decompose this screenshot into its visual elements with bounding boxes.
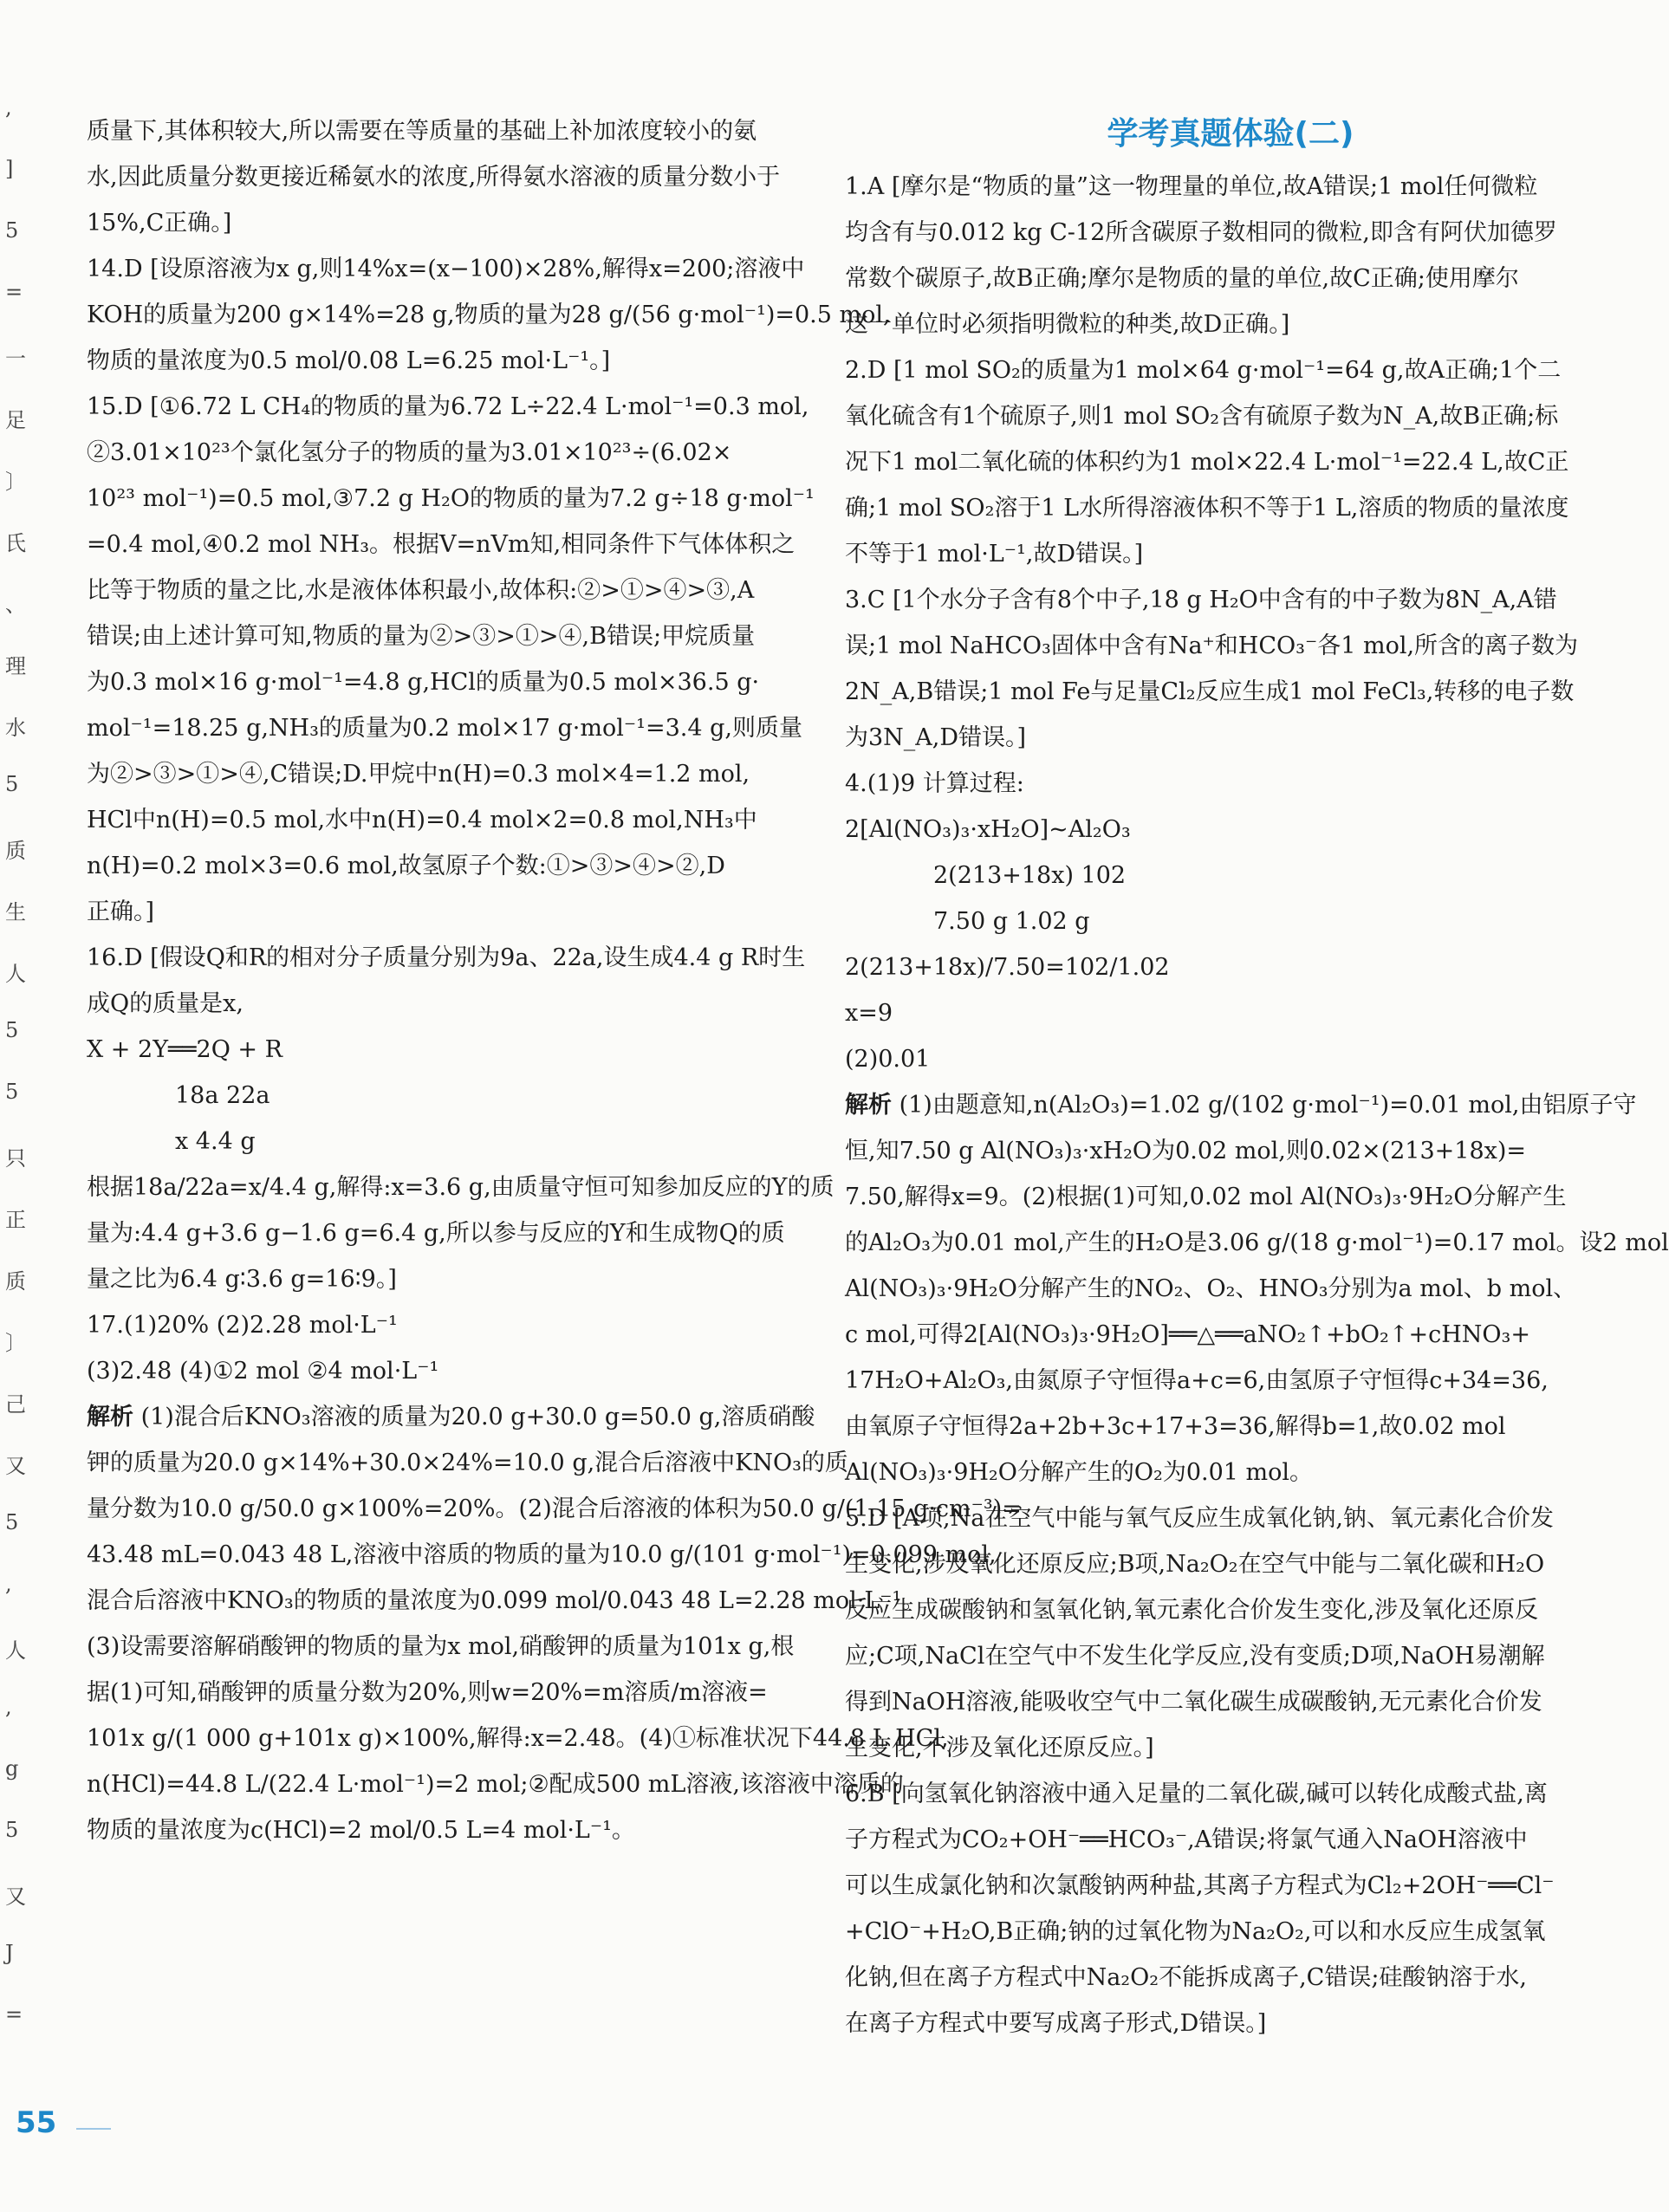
text-line: 得到NaOH溶液,能吸收空气中二氧化碳生成碳酸钠,无元素化合价发 bbox=[845, 1689, 1542, 1716]
text-line: +ClO⁻+H₂O,B正确;钠的过氧化物为Na₂O₂,可以和水反应生成氢氧 bbox=[845, 1918, 1546, 1945]
gutter-mark: 生 bbox=[5, 900, 26, 924]
gutter-mark: 人 bbox=[5, 1638, 26, 1663]
text-line: 2.D [1 mol SO₂的质量为1 mol×64 g·mol⁻¹=64 g,故A正确;1个二 bbox=[845, 357, 1562, 384]
text-line: c mol,可得2[Al(NO₃)₃·9H₂O]══△══aNO₂↑+bO₂↑+cHNO₃+ bbox=[845, 1321, 1530, 1348]
text-line: 16.D [假设Q和R的相对分子质量分别为9a、22a,设生成4.4 g R时生 bbox=[87, 944, 806, 971]
text-line: 确;1 mol SO₂溶于1 L水所得溶液体积不等于1 L,溶质的物质的量浓度 bbox=[845, 495, 1569, 522]
text-line: 化钠,但在离子方程式中Na₂O₂不能拆成离子,C错误;硅酸钠溶于水, bbox=[845, 1964, 1528, 1991]
text-line: 18a 22a bbox=[175, 1082, 270, 1109]
gutter-mark: 足 bbox=[5, 408, 26, 432]
text-line: 由氧原子守恒得2a+2b+3c+17+3=36,解得b=1,故0.02 mol bbox=[845, 1413, 1506, 1440]
text-line: 43.48 mL=0.043 48 L,溶液中溶质的物质的量为10.0 g/(101 g·mol⁻¹)=0.099 mol, bbox=[87, 1541, 997, 1568]
text-line: 为3N_A,D错误。] bbox=[845, 724, 1027, 751]
gutter-mark: 理 bbox=[5, 654, 26, 678]
text-line: 1.A [摩尔是“物质的量”这一物理量的单位,故A错误;1 mol任何微粒 bbox=[845, 173, 1538, 200]
text-line: 2[Al(NO₃)₃·xH₂O]~Al₂O₃ bbox=[845, 816, 1131, 843]
text-line: (3)2.48 (4)①2 mol ②4 mol·L⁻¹ bbox=[87, 1358, 439, 1385]
gutter-mark: 氏 bbox=[5, 531, 26, 555]
text-line: 错误;由上述计算可知,物质的量为②>③>①>④,B错误;甲烷质量 bbox=[87, 623, 756, 650]
text-line: 可以生成氯化钠和次氯酸钠两种盐,其离子方程式为Cl₂+2OH⁻══Cl⁻ bbox=[845, 1872, 1555, 1899]
text-line: 量为:4.4 g+3.6 g−1.6 g=6.4 g,所以参与反应的Y和生成物Q的质 bbox=[87, 1220, 785, 1247]
gutter-mark: 〕 bbox=[5, 470, 26, 494]
text-line: 解析 (1)由题意知,n(Al₂O₃)=1.02 g/(102 g·mol⁻¹)=0.01 mol,由铝原子守 bbox=[845, 1092, 1637, 1119]
gutter-mark: , bbox=[5, 1695, 12, 1719]
gutter-mark: 5 bbox=[5, 1018, 19, 1042]
section-title: 学考真题体验(二) bbox=[1107, 116, 1354, 152]
gutter-mark: 正 bbox=[5, 1208, 26, 1232]
text-line: x 4.4 g bbox=[175, 1128, 256, 1155]
text-line: 物质的量浓度为0.5 mol/0.08 L=6.25 mol·L⁻¹。] bbox=[87, 347, 611, 374]
gutter-mark: 人 bbox=[5, 962, 26, 986]
text-line: 14.D [设原溶液为x g,则14%x=(x−100)×28%,解得x=200;溶液中 bbox=[87, 256, 805, 282]
page-number-rule bbox=[76, 2128, 111, 2130]
gutter-mark: 只 bbox=[5, 1146, 26, 1171]
text-line: 2(213+18x)/7.50=102/1.02 bbox=[845, 954, 1170, 981]
text-line: 误;1 mol NaHCO₃固体中含有Na⁺和HCO₃⁻各1 mol,所含的离子数为 bbox=[845, 632, 1579, 659]
text-line: 7.50,解得x=9。(2)根据(1)可知,0.02 mol Al(NO₃)₃·9H₂O分解产生 bbox=[845, 1184, 1567, 1210]
text-line: mol⁻¹=18.25 g,NH₃的质量为0.2 mol×17 g·mol⁻¹=3.4 g,则质量 bbox=[87, 715, 802, 742]
page-number: 55 bbox=[16, 2105, 57, 2140]
gutter-mark: 5 bbox=[5, 772, 19, 796]
text-line: 混合后溶液中KNO₃的物质的量浓度为0.099 mol/0.043 48 L=2.28 mol·L⁻¹。 bbox=[87, 1587, 925, 1614]
text-line: 在离子方程式中要写成离子形式,D错误。] bbox=[845, 2010, 1267, 2037]
gutter-mark: J bbox=[5, 1941, 14, 1965]
text-line: 恒,知7.50 g Al(NO₃)₃·xH₂O为0.02 mol,则0.02×(213+18x)= bbox=[845, 1138, 1527, 1164]
text-line: 质量下,其体积较大,所以需要在等质量的基础上补加浓度较小的氨 bbox=[87, 118, 757, 145]
gutter-mark: ] bbox=[5, 157, 14, 181]
gutter-mark: 又 bbox=[5, 1884, 26, 1909]
text-line: Al(NO₃)₃·9H₂O分解产生的O₂为0.01 mol。 bbox=[845, 1459, 1314, 1486]
text-line: 钾的质量为20.0 g×14%+30.0×24%=10.0 g,混合后溶液中KNO₃的质 bbox=[87, 1450, 848, 1476]
text-line: 量之比为6.4 g∶3.6 g=16∶9。] bbox=[87, 1266, 397, 1293]
text-line: 15%,C正确。] bbox=[87, 210, 232, 237]
gutter-mark: 5 bbox=[5, 1510, 19, 1534]
text-line: 比等于物质的量之比,水是液体体积最小,故体积:②>①>④>③,A bbox=[87, 577, 755, 604]
text-line: ②3.01×10²³个氯化氢分子的物质的量为3.01×10²³÷(6.02× bbox=[87, 439, 732, 466]
left-gutter-fragments bbox=[0, 95, 26, 2079]
text-line: 的Al₂O₃为0.01 mol,产生的H₂O是3.06 g/(18 g·mol⁻¹)=0.17 mol。设2 mol bbox=[845, 1229, 1669, 1256]
text-line: 解析 (1)混合后KNO₃溶液的质量为20.0 g+30.0 g=50.0 g,溶质硝酸 bbox=[87, 1404, 815, 1430]
text-line: 为0.3 mol×16 g·mol⁻¹=4.8 g,HCl的质量为0.5 mol×36.5 g· bbox=[87, 669, 760, 696]
text-line: HCl中n(H)=0.5 mol,水中n(H)=0.4 mol×2=0.8 mol,NH₃中 bbox=[87, 807, 757, 834]
gutter-mark: 己 bbox=[5, 1392, 26, 1417]
text-line: 2(213+18x) 102 bbox=[933, 862, 1127, 889]
gutter-mark: , bbox=[5, 95, 12, 120]
text-line: 2N_A,B错误;1 mol Fe与足量Cl₂反应生成1 mol FeCl₃,转移的电子数 bbox=[845, 678, 1575, 705]
gutter-mark: 质 bbox=[5, 839, 26, 863]
text-line: 水,因此质量分数更接近稀氨水的浓度,所得氨水溶液的质量分数小于 bbox=[87, 164, 781, 191]
text-line: n(H)=0.2 mol×3=0.6 mol,故氢原子个数:①>③>④>②,D bbox=[87, 853, 725, 879]
text-line: 常数个碳原子,故B正确;摩尔是物质的量的单位,故C正确;使用摩尔 bbox=[845, 265, 1519, 292]
text-line: Al(NO₃)₃·9H₂O分解产生的NO₂、O₂、HNO₃分别为a mol、b mol、 bbox=[845, 1275, 1577, 1302]
gutter-mark: 、 bbox=[5, 593, 26, 617]
text-line: 反应生成碳酸钠和氢氧化钠,氧元素化合价发生变化,涉及氧化还原反 bbox=[845, 1597, 1539, 1624]
right-column bbox=[845, 108, 1669, 2047]
text-line: =0.4 mol,④0.2 mol NH₃。根据V=nVm知,相同条件下气体体积之 bbox=[87, 531, 796, 558]
text-line: 均含有与0.012 kg C-12所含碳原子数相同的微粒,即含有阿伏加德罗 bbox=[845, 219, 1557, 246]
text-line: x=9 bbox=[845, 1000, 893, 1027]
text-line: 3.C [1个水分子含有8个中子,18 g H₂O中含有的中子数为8N_A,A错 bbox=[845, 587, 1557, 613]
text-line: 5.D [A项,Na在空气中能与氧气反应生成氧化钠,钠、氧元素化合价发 bbox=[845, 1505, 1554, 1532]
gutter-mark: 5 bbox=[5, 218, 19, 243]
text-line: 10²³ mol⁻¹)=0.5 mol,③7.2 g H₂O的物质的量为7.2 g÷18 g·mol⁻¹ bbox=[87, 485, 815, 512]
gutter-mark: 〕 bbox=[5, 1331, 26, 1355]
text-line: 根据18a/22a=x/4.4 g,解得:x=3.6 g,由质量守恒可知参加反应的Y的质 bbox=[87, 1174, 834, 1201]
text-line: 生变化,涉及氧化还原反应;B项,Na₂O₂在空气中能与二氧化碳和H₂O bbox=[845, 1551, 1545, 1578]
text-line: 17H₂O+Al₂O₃,由氮原子守恒得a+c=6,由氢原子守恒得c+34=36, bbox=[845, 1367, 1549, 1394]
text-line: 17.(1)20% (2)2.28 mol·L⁻¹ bbox=[87, 1312, 398, 1339]
gutter-mark: , bbox=[5, 1572, 12, 1596]
text-line: X + 2Y══2Q + R bbox=[87, 1036, 282, 1063]
text-line: 7.50 g 1.02 g bbox=[933, 908, 1090, 935]
text-line: 氧化硫含有1个硫原子,则1 mol SO₂含有硫原子数为N_A,故B正确;标 bbox=[845, 403, 1559, 430]
text-line: 子方程式为CO₂+OH⁻══HCO₃⁻,A错误;将氯气通入NaOH溶液中 bbox=[845, 1826, 1528, 1853]
text-line: (2)0.01 bbox=[845, 1046, 931, 1073]
text-line: 为②>③>①>④,C错误;D.甲烷中n(H)=0.3 mol×4=1.2 mol, bbox=[87, 761, 750, 788]
text-line: 量分数为10.0 g/50.0 g×100%=20%。(2)混合后溶液的体积为50.0 g/(1.15 g·cm⁻³)= bbox=[87, 1495, 1022, 1522]
text-line: 据(1)可知,硝酸钾的质量分数为20%,则w=20%=m溶质/m溶液= bbox=[87, 1679, 768, 1706]
text-line: 况下1 mol二氧化硫的体积约为1 mol×22.4 L·mol⁻¹=22.4 L,故C正 bbox=[845, 449, 1569, 476]
text-line: (3)设需要溶解硝酸钾的物质的量为x mol,硝酸钾的质量为101x g,根 bbox=[87, 1633, 795, 1660]
gutter-mark: = bbox=[5, 2002, 23, 2027]
text-line: 物质的量浓度为c(HCl)=2 mol/0.5 L=4 mol·L⁻¹。 bbox=[87, 1817, 635, 1844]
text-line: 101x g/(1 000 g+101x g)×100%,解得:x=2.48。(4)①标准状况下44.8 L HCl, bbox=[87, 1725, 949, 1752]
text-line: 6.B [向氢氧化钠溶液中通入足量的二氧化碳,碱可以转化成酸式盐,离 bbox=[845, 1781, 1548, 1807]
text-line: 4.(1)9 计算过程: bbox=[845, 770, 1024, 797]
text-line: 成Q的质量是x, bbox=[87, 990, 244, 1017]
gutter-mark: 又 bbox=[5, 1454, 26, 1478]
text-line: KOH的质量为200 g×14%=28 g,物质的量为28 g/(56 g·mol⁻¹)=0.5 mol, bbox=[87, 302, 891, 328]
right-column-lines bbox=[845, 164, 1669, 2047]
gutter-mark: g bbox=[5, 1756, 19, 1781]
gutter-mark: 质 bbox=[5, 1269, 26, 1294]
gutter-mark: 一 bbox=[5, 347, 26, 371]
analysis-label: 解析 bbox=[845, 1092, 892, 1119]
gutter-mark: 5 bbox=[5, 1818, 19, 1842]
gutter-mark: 5 bbox=[5, 1080, 19, 1104]
text-line: 生变化,不涉及氧化还原反应。] bbox=[845, 1735, 1154, 1761]
text-line: 15.D [①6.72 L CH₄的物质的量为6.72 L÷22.4 L·mol⁻¹=0.3 mol, bbox=[87, 393, 809, 420]
text-line: 正确。] bbox=[87, 898, 155, 925]
gutter-mark: = bbox=[5, 280, 23, 304]
analysis-label: 解析 bbox=[87, 1404, 133, 1430]
text-line: 应;C项,NaCl在空气中不发生化学反应,没有变质;D项,NaOH易潮解 bbox=[845, 1643, 1545, 1670]
text-line: n(HCl)=44.8 L/(22.4 L·mol⁻¹)=2 mol;②配成500 mL溶液,该溶液中溶质的 bbox=[87, 1771, 904, 1798]
gutter-mark: 水 bbox=[5, 716, 26, 740]
text-line: 不等于1 mol·L⁻¹,故D错误。] bbox=[845, 541, 1144, 568]
text-line: 这一单位时必须指明微粒的种类,故D正确。] bbox=[845, 311, 1290, 338]
